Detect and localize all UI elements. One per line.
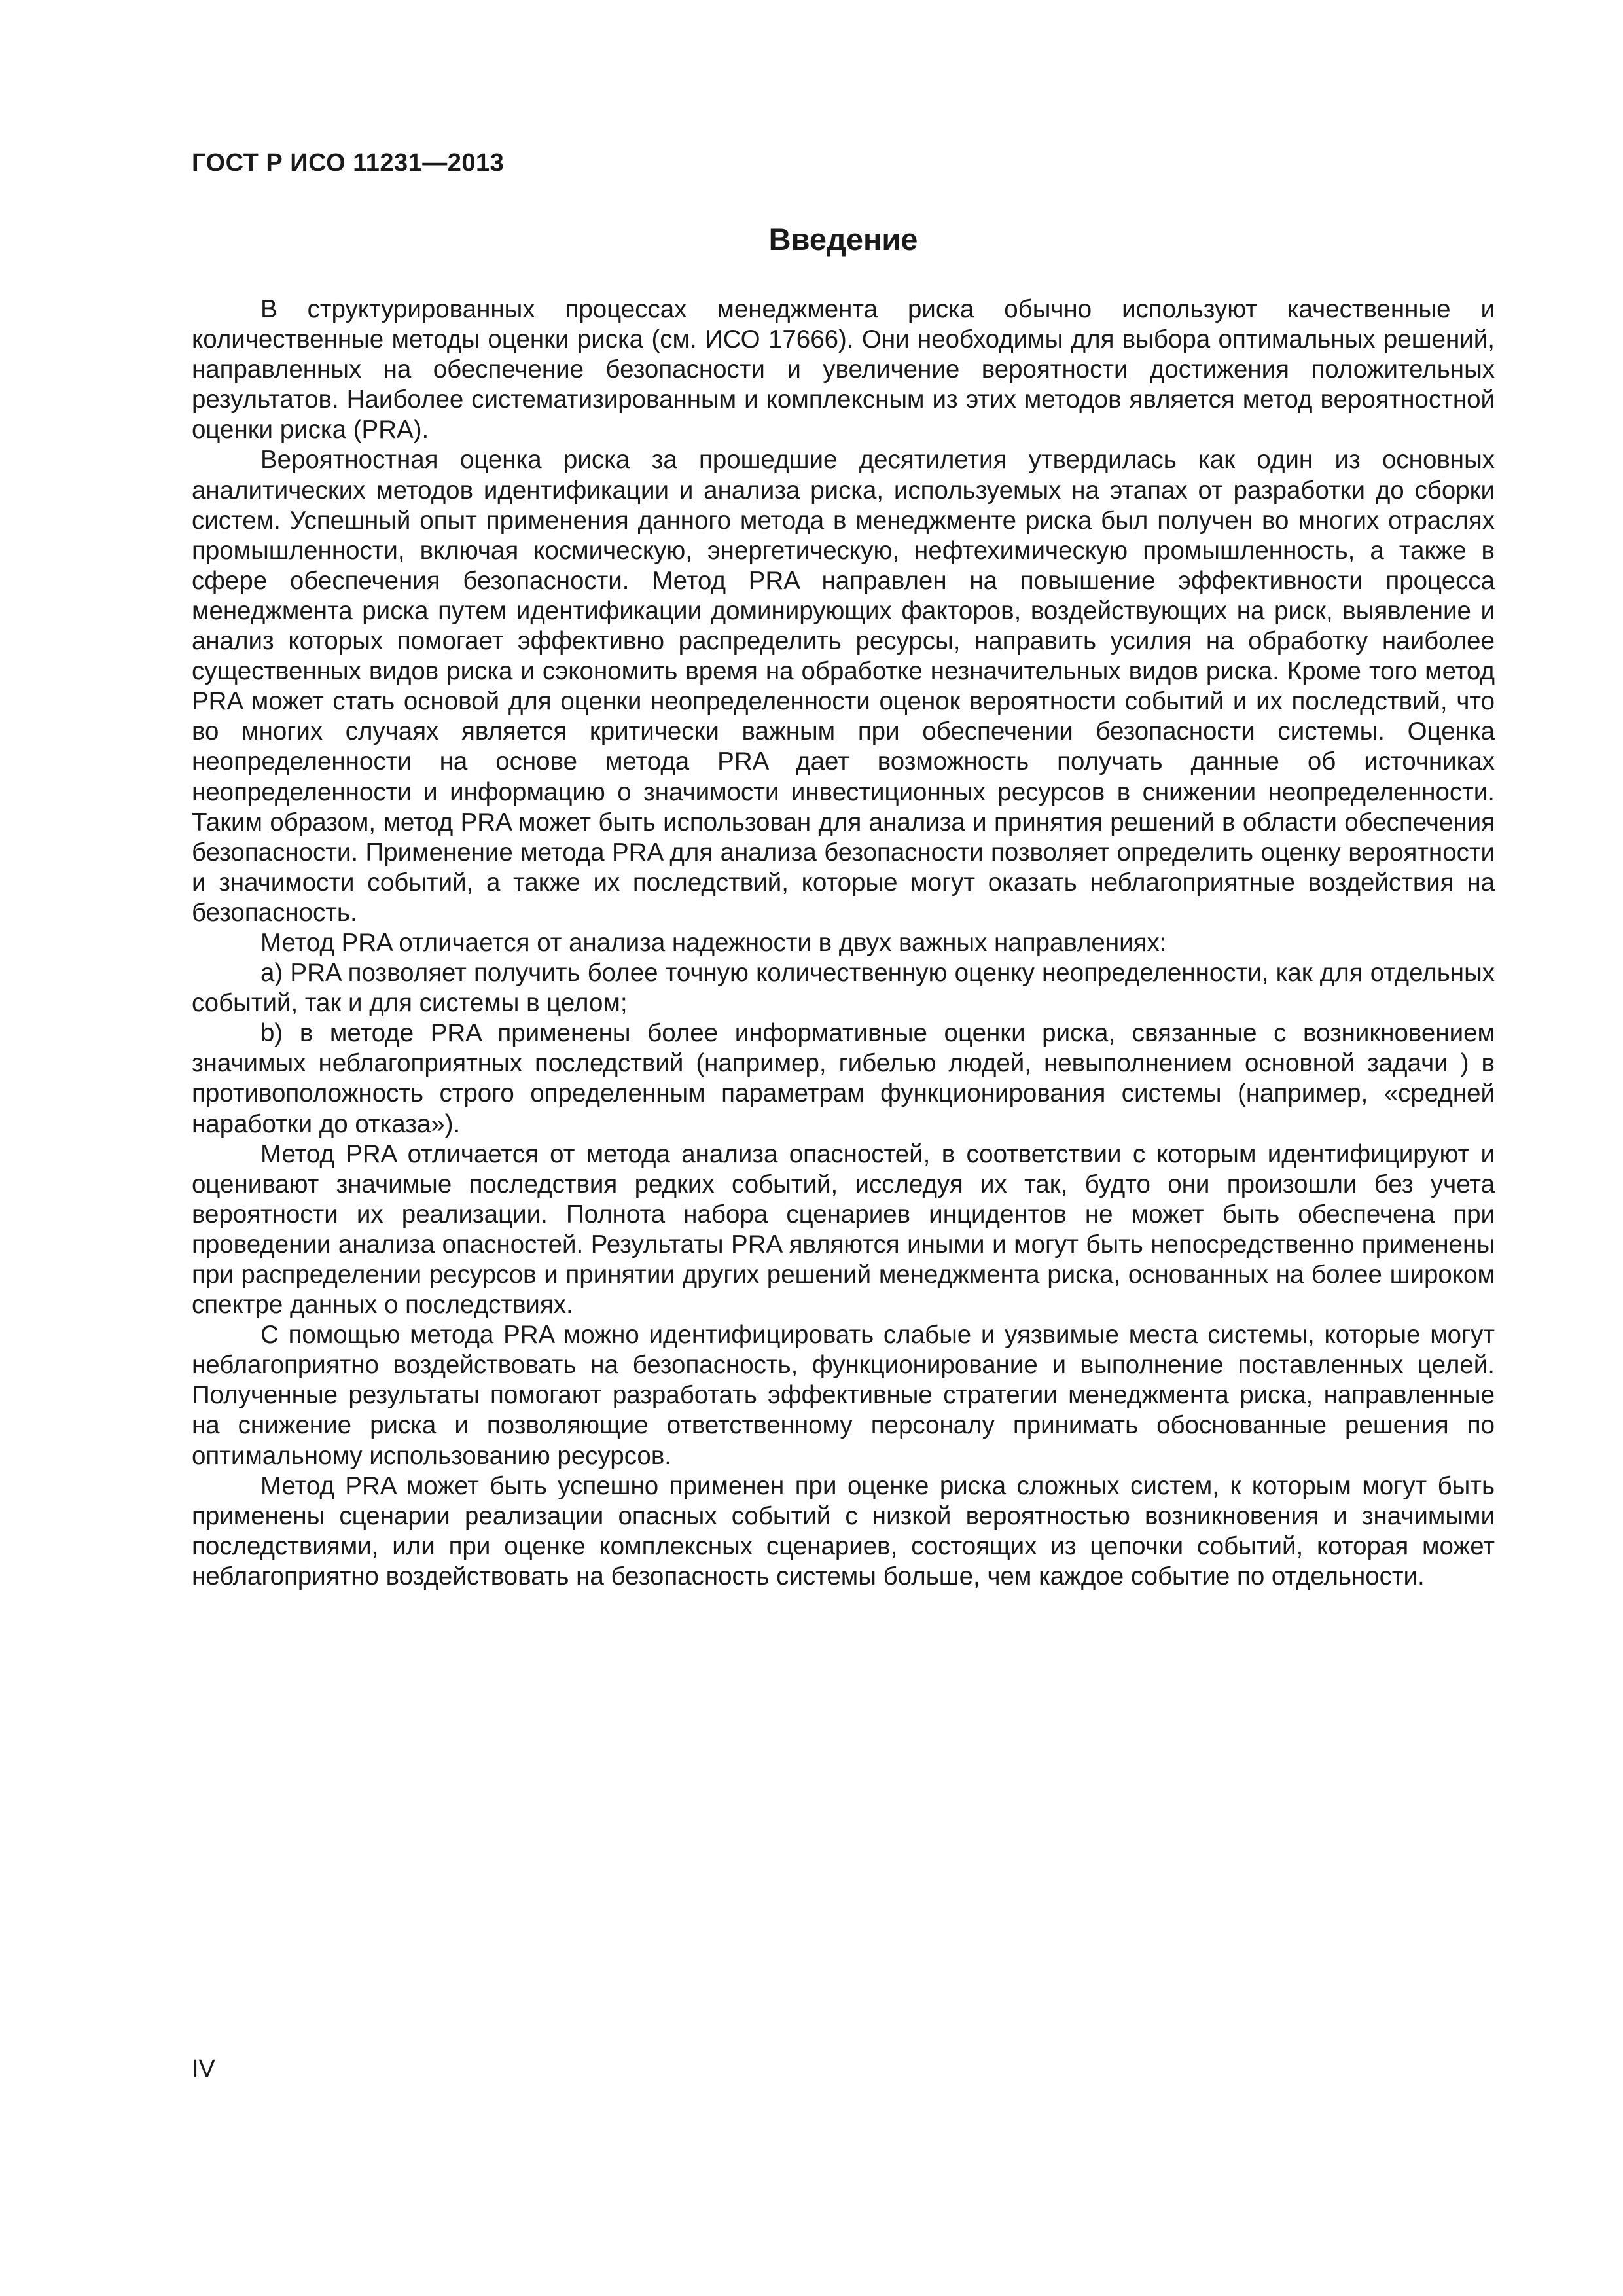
paragraph: Метод PRA отличается от метода анализа опасностей, в соответствии с которым идентифицируют и оценивают значимые последствия редких событий, исследуя их так, будто они произошли без учета вероятности их реализации. Полнота набора сценариев инцидентов не может быть обеспечена при проведении анализа опасностей. Результаты PRA являются иными и могут быть непосредственно применены при распределении ресурсов и принятии других решений менеджмента риска, основанных на более широком спектре данных о последствиях. xyxy=(192,1139,1495,1319)
paragraph: Вероятностная оценка риска за прошедшие десятилетия утвердилась как один из основных аналитических методов идентификации и анализа риска, используемых на этапах от разработки до сборки систем. Успешный опыт применения данного метода в менеджменте риска был получен во многих отраслях промышленности, включая космическую, энергетическую, нефтехимическую промышленность, а также в сфере обеспечения безопасности. Метод PRA направлен на повышение эффективности процесса менеджмента риска путем идентификации доминирующих факторов, воздействующих на риск, выявление и анализ которых помогает эффективно распределить ресурсы, направить усилия на обработку наиболее существенных видов риска и сэкономить время на обработке незначительных видов риска. Кроме того метод PRA может стать основой для оценки неопределенности оценок вероятности событий и их последствий, что во многих случаях является критически важным при обеспечении безопасности системы. Оценка неопределенности на основе метода PRA дает возможность получать данные об источниках неопределенности и информацию о значимости инвестиционных ресурсов в снижении неопределенности. Таким образом, метод PRA может быть использован для анализа и принятия решений в области обеспечения безопасности. Применение метода PRA для анализа безопасности позволяет определить оценку вероятности и значимости событий, а также их последствий, которые могут оказать неблагоприятные воздействия на безопасность. xyxy=(192,446,1495,927)
paragraph: С помощью метода PRA можно идентифицировать слабые и уязвимые места системы, которые могут неблагоприятно воздействовать на безопасность, функционирование и выполнение поставленных целей. Полученные результаты помогают разработать эффективные стратегии менеджмента риска, направленные на снижение риска и позволяющие ответственному персоналу принимать обоснованные решения по оптимальному использованию ресурсов. xyxy=(192,1321,1495,1470)
document-code: ГОСТ Р ИСО 11231—2013 xyxy=(192,149,505,177)
paragraph: Метод PRA отличается от анализа надежности в двух важных направлениях: xyxy=(260,928,1167,957)
paragraph: В структурированных процессах менеджмента риска обычно используют качественные и количественные методы оценки риска (см. ИСО 17666). Они необходимы для выбора оптимальных решений, направленных на обеспечение безопасности и увеличение вероятности достижения положительных результатов. Наиболее систематизированным и комплексным из этих методов является метод вероятностной оценки риска (PRA). xyxy=(192,295,1495,444)
list-item: b) в методе PRA применены более информативные оценки риска, связанные с возникновением значимых неблагоприятных последствий (например, гибелью людей, невыполнением основной задачи ) в противоположность строго определенным параметрам функционирования системы (например, «средней наработки до отказа»). xyxy=(192,1019,1495,1138)
page-number: IV xyxy=(192,2055,215,2083)
paragraph: Метод PRA может быть успешно применен при оценке риска сложных систем, к которым могут быть применены сценарии реализации опасных событий с низкой вероятностью возникновения и значимыми последствиями, или при оценке комплексных сценариев, состоящих из цепочки событий, которая может неблагоприятно воздействовать на безопасность системы больше, чем каждое событие по отдельности. xyxy=(192,1471,1495,1590)
list-item: a) PRA позволяет получить более точную количественную оценку неопределенности, как для отдельных событий, так и для системы в целом; xyxy=(192,959,1495,1018)
body-text xyxy=(192,295,1495,1592)
section-title: Введение xyxy=(768,222,918,257)
